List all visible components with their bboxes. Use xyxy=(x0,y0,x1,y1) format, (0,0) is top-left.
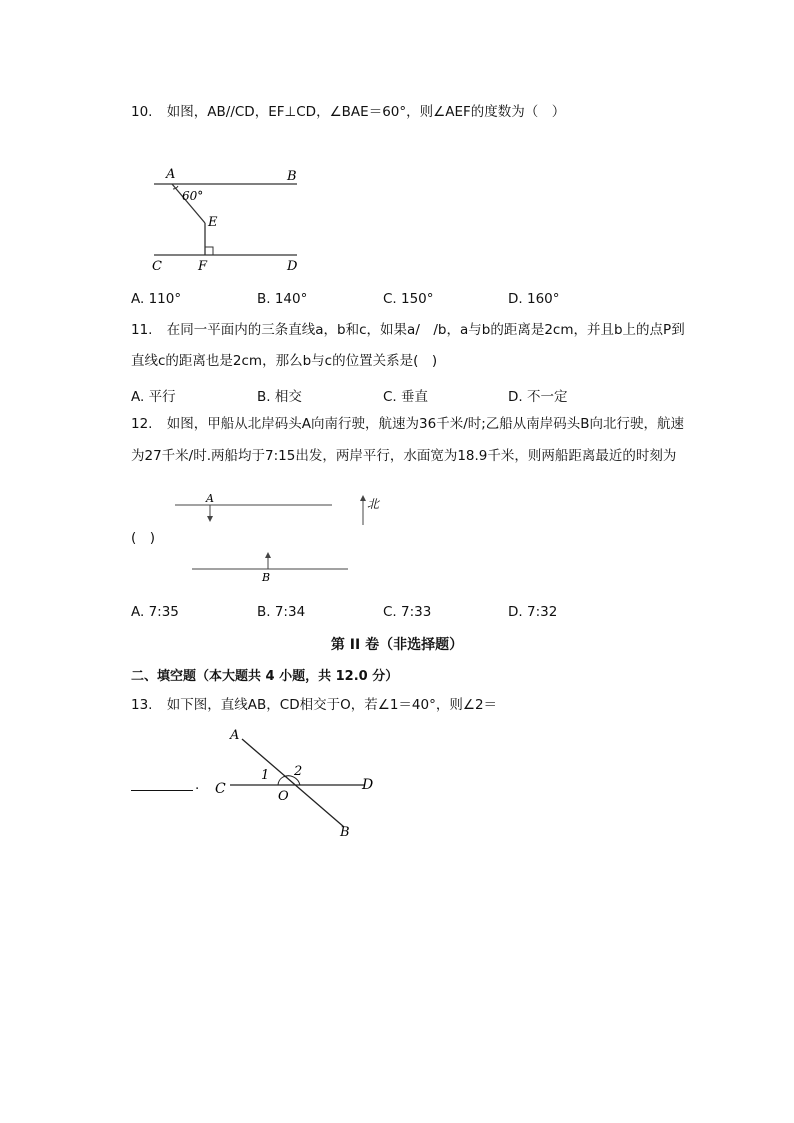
label-ship-a: A xyxy=(206,492,214,505)
label-angle-1: 1 xyxy=(261,768,270,783)
q12-text-1: 如图，甲船从北岸码头A向南行驶，航速为36千米/时;乙船从南岸码头B向北行驶，航速 xyxy=(166,416,685,432)
q12-line2: 为27千米/时.两船均于7:15出发，两岸平行，水面宽为18.9千米，则两船距离最近的时刻为 xyxy=(131,448,677,464)
q13-number: 13. xyxy=(131,697,153,713)
q13-answer-blank[interactable] xyxy=(131,790,193,791)
q10-option-d[interactable]: D. 160° xyxy=(508,291,560,307)
q12-figure xyxy=(170,490,390,585)
q11-option-d[interactable]: D. 不一定 xyxy=(508,389,568,405)
q11-line1 xyxy=(131,320,685,340)
q11-text-1: 在同一平面内的三条直线a，b和c，如果a/ /b，a与b的距离是2cm，并且b上的点P到 xyxy=(166,322,685,338)
q13-blank-period: . xyxy=(195,777,200,793)
q11-line2: 直线c的距离也是2cm，那么b与c的位置关系是( ) xyxy=(131,353,438,369)
label-angle-2: 2 xyxy=(294,764,303,779)
label-d: D xyxy=(287,259,298,274)
label-f: F xyxy=(198,259,208,274)
label-b: B xyxy=(340,825,350,840)
q10-figure xyxy=(150,165,310,275)
q12-answer-paren: ( ) xyxy=(131,530,156,546)
label-b: B xyxy=(287,169,297,184)
q13-text: 如下图，直线AB，CD相交于O，若∠1＝40°，则∠2＝ xyxy=(166,697,498,713)
q12-option-a[interactable]: A. 7:35 xyxy=(131,604,179,620)
q12-option-c[interactable]: C. 7:33 xyxy=(383,604,432,620)
section-title: 第 II 卷（非选择题） xyxy=(330,637,464,653)
q13-stem xyxy=(131,695,497,715)
q11-option-c[interactable]: C. 垂直 xyxy=(383,389,429,405)
label-a: A xyxy=(166,167,176,182)
q12-option-d[interactable]: D. 7:32 xyxy=(508,604,558,620)
q11-option-a[interactable]: A. 平行 xyxy=(131,389,176,405)
q11-number: 11. xyxy=(131,322,153,338)
ship-a-arrowhead xyxy=(207,516,213,522)
label-c: C xyxy=(215,781,226,797)
label-o: O xyxy=(278,789,289,804)
q12-option-b[interactable]: B. 7:34 xyxy=(257,604,306,620)
label-a: A xyxy=(230,728,240,743)
q11-option-b[interactable]: B. 相交 xyxy=(257,389,302,405)
q10-text: 如图，AB//CD，EF⊥CD，∠BAE＝60°，则∠AEF的度数为（ ） xyxy=(166,104,566,120)
label-north: 北 xyxy=(367,497,380,511)
q10-option-c[interactable]: C. 150° xyxy=(383,291,434,307)
label-d: D xyxy=(362,777,374,793)
line-ab xyxy=(242,739,344,827)
north-arrowhead xyxy=(360,495,366,501)
label-e: E xyxy=(208,215,218,230)
ship-b-arrowhead xyxy=(265,552,271,558)
q10-option-a[interactable]: A. 110° xyxy=(131,291,182,307)
q12-line1 xyxy=(131,414,684,434)
label-ship-b: B xyxy=(262,571,271,584)
section-heading: 二、填空题（本大题共 4 小题，共 12.0 分） xyxy=(131,669,399,684)
q10-stem xyxy=(131,102,565,122)
label-c: C xyxy=(152,259,162,274)
q12-number: 12. xyxy=(131,416,153,432)
q10-option-b[interactable]: B. 140° xyxy=(257,291,308,307)
angle-1-arc xyxy=(278,777,283,785)
angle-label: 60° xyxy=(182,189,204,203)
right-angle-mark xyxy=(205,247,213,255)
q10-number: 10. xyxy=(131,104,153,120)
q13-figure xyxy=(210,725,380,845)
